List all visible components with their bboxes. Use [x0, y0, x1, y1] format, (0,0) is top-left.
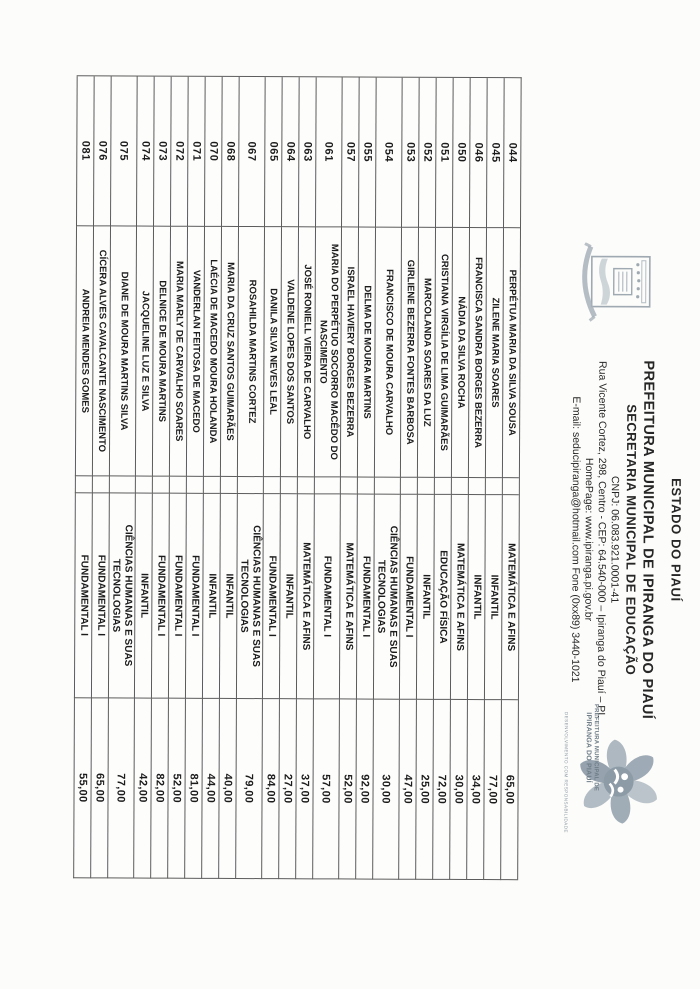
- empty-cell: [297, 477, 314, 494]
- letterhead-email-phone: E-mail: seducipiranga@hotmail.com Fone (0xx89) 3440-1021: [569, 396, 583, 683]
- score: 84,00: [261, 699, 279, 879]
- row-number: 065: [264, 77, 282, 227]
- category: INFANTIL: [202, 494, 220, 699]
- row-number: 057: [341, 77, 359, 227]
- row-number: 072: [170, 77, 188, 227]
- letterhead-prefeitura: PREFEITURA MUNICIPAL DE IPIRANGA DO PIAUÍ: [638, 360, 657, 720]
- empty-cell: [203, 477, 220, 494]
- row-number: 076: [93, 76, 111, 226]
- empty-cell: [280, 477, 297, 494]
- row-number: 052: [418, 78, 436, 228]
- category: MATEMÁTICA E AFINS: [296, 494, 314, 699]
- category: MATEMÁTICA E AFINS: [339, 494, 357, 699]
- table-row: [432, 78, 452, 880]
- table-row: [201, 77, 221, 879]
- category: EDUCAÇÃO FÍSICA: [433, 495, 451, 700]
- empty-cell: [152, 477, 169, 494]
- table-row: [415, 78, 435, 880]
- candidate-name: DANILA SILVA NEVES LEAL: [263, 227, 281, 477]
- candidate-name: CRISTIANA VIRGÍLIA DE LIMA GUIMARÃES: [434, 228, 452, 478]
- empty-cell: [92, 476, 109, 493]
- candidate-name: DIANE DE MOURA MARTINS SILVA: [109, 226, 136, 476]
- candidate-name: CÍCERA ALVES CAVALCANTE NASCIMENTO: [92, 226, 110, 476]
- category: INFANTIL: [219, 494, 237, 699]
- candidate-name: ANDREIA MENDES GOMES: [75, 226, 93, 476]
- row-number: 061: [315, 77, 342, 227]
- empty-cell: [357, 478, 374, 495]
- empty-cell: [502, 478, 519, 495]
- empty-cell: [340, 477, 357, 494]
- category: FUNDAMENTAL I: [399, 495, 417, 700]
- empty-cell: [263, 477, 280, 494]
- empty-cell: [417, 478, 434, 495]
- table-row: [500, 78, 520, 880]
- results-table: [73, 75, 521, 880]
- candidate-name: MARIA MARLY DE CARVALHO SOARES: [169, 227, 187, 477]
- table-row: [449, 78, 469, 880]
- score: 30,00: [372, 700, 399, 880]
- row-number: 068: [221, 77, 239, 227]
- table-row: [483, 78, 503, 880]
- candidate-name: MARIA DA CRUZ SANTOS GUIMARÃES: [220, 227, 238, 477]
- category: INFANTIL: [416, 495, 434, 700]
- empty-cell: [75, 476, 92, 493]
- row-number: 051: [435, 78, 453, 228]
- row-number: 074: [136, 77, 154, 227]
- letterhead-cnpj: CNPJ: 06.083.921.0001-41: [608, 475, 621, 604]
- letterhead-state: ESTADO DO PIAUÍ: [668, 478, 684, 602]
- score: 72,00: [432, 700, 450, 880]
- candidate-name: PERPÉTUA MARIA DA SILVA SOUSA: [502, 228, 520, 478]
- table-row: [133, 77, 153, 879]
- table-row: [73, 76, 93, 878]
- row-number: 063: [298, 77, 316, 227]
- score: 77,00: [107, 698, 134, 878]
- candidate-name: MARIA DO PERPÉTUO SOCORRO MACÊDO DO NASCIMENTO: [314, 227, 341, 477]
- category: CIÊNCIAS HUMANAS E SUAS TECNOLOGIAS: [236, 494, 263, 699]
- table-row: [466, 78, 486, 880]
- letterhead-address: Rua Vicente Cortez, 298, Centro - CEP: 64.540-000 – Ipiranga do Piauí – PI.: [594, 361, 609, 719]
- letterhead-homepage: HomePage: www.ipiranga.pi.gov.br: [582, 457, 596, 622]
- category: FUNDAMENTAL I: [185, 494, 203, 699]
- row-number: 045: [486, 78, 504, 228]
- category: CIÊNCIAS HUMANAS E SUAS TECNOLOGIAS: [373, 495, 400, 700]
- row-number: 070: [204, 77, 222, 227]
- row-number: 044: [503, 78, 521, 228]
- category: FUNDAMENTAL I: [151, 494, 169, 699]
- score: 27,00: [278, 699, 296, 879]
- row-number: 050: [452, 78, 470, 228]
- table-row: [150, 77, 170, 879]
- score: 44,00: [201, 699, 219, 879]
- candidate-name: FRANCISCO DE MOURA CARVALHO: [374, 228, 401, 478]
- candidate-name: GIRLIENE BEZERRA FONTES BARBOSA: [400, 228, 418, 478]
- empty-cell: [314, 477, 340, 494]
- table-row: [338, 77, 358, 879]
- candidate-name: JOSÉ RONIELL VIEIRA DE CARVALHO: [297, 227, 315, 477]
- empty-cell: [109, 476, 135, 493]
- candidate-name: ISRAEL HAVIERY BORGES BEZERRA: [340, 227, 358, 477]
- pinwheel-caption: [584, 702, 599, 794]
- score: 47,00: [398, 700, 416, 880]
- category: MATEMÁTICA E AFINS: [501, 495, 519, 700]
- candidate-name: DELNICE DE MOURA MARTINS: [152, 227, 170, 477]
- empty-cell: [434, 478, 451, 495]
- category: FUNDAMENTAL I: [262, 494, 280, 699]
- pinwheel-caption-line2: IPIRANGA DO PIAUÍ: [584, 712, 593, 783]
- empty-cell: [220, 477, 237, 494]
- category: FUNDAMENTAL I: [168, 494, 186, 699]
- table-row: [184, 77, 204, 879]
- score: 57,00: [312, 699, 339, 879]
- score: 65,00: [500, 700, 518, 880]
- empty-cell: [169, 477, 186, 494]
- score: 65,00: [90, 698, 108, 878]
- empty-cell: [135, 477, 152, 494]
- table-row: [295, 77, 315, 879]
- category: INFANTIL: [467, 495, 485, 700]
- category: INFANTIL: [134, 494, 152, 699]
- table-row: [312, 77, 341, 879]
- row-number: 054: [375, 78, 402, 228]
- score: 37,00: [295, 699, 313, 879]
- municipal-pinwheel-logo: [558, 699, 671, 844]
- empty-cell: [374, 478, 400, 495]
- pinwheel-caption-line1: PREFEITURA MUNICIPAL DE: [592, 703, 599, 792]
- score: 81,00: [184, 699, 202, 879]
- table-row: [398, 78, 418, 880]
- candidate-name: FRANCISCA SANDRA BORGES BEZERRA: [468, 228, 486, 478]
- empty-cell: [237, 477, 263, 494]
- table-row: [218, 77, 238, 879]
- score: 30,00: [449, 700, 467, 880]
- candidate-name: MARCOLANDA SOARES DA LUZ: [417, 228, 435, 478]
- table-row: [235, 77, 264, 879]
- score: 40,00: [218, 699, 236, 879]
- category: FUNDAMENTAL I: [91, 493, 109, 698]
- candidate-name: NÁDIA DA SILVA ROCHA: [451, 228, 469, 478]
- candidate-name: VALDENE LOPES DOS SANTOS: [280, 227, 298, 477]
- table-row: [278, 77, 298, 879]
- category: FUNDAMENTAL I: [356, 495, 374, 700]
- category: FUNDAMENTAL I: [313, 494, 340, 699]
- row-number: 064: [281, 77, 299, 227]
- score: 55,00: [73, 698, 91, 878]
- table-row: [372, 78, 401, 880]
- score: 82,00: [150, 699, 168, 879]
- letterhead-secretaria: SECRETARIA MUNICIPAL DE EDUCAÇÃO: [623, 404, 640, 676]
- row-number: 073: [153, 77, 171, 227]
- category: INFANTIL: [484, 495, 502, 700]
- candidate-name: LAÉCIA DE MACEDO MOURA HOLANDA: [203, 227, 221, 477]
- category: FUNDAMENTAL I: [74, 493, 92, 698]
- score: 52,00: [167, 699, 185, 879]
- candidate-name: JACQUELINE LUZ E SILVA: [135, 227, 153, 477]
- candidate-name: ROSAHILDA MARTINS CORTEZ: [237, 227, 264, 477]
- category: MATEMÁTICA E AFINS: [450, 495, 468, 700]
- empty-cell: [400, 478, 417, 495]
- category: CIÊNCIAS HUMANAS E SUAS TECNOLOGIAS: [108, 493, 135, 698]
- candidate-name: ZILENE MARIA SOARES: [485, 228, 503, 478]
- row-number: 067: [238, 77, 265, 227]
- row-number: 055: [358, 78, 376, 228]
- score: 77,00: [483, 700, 501, 880]
- table-row: [167, 77, 187, 879]
- empty-cell: [468, 478, 485, 495]
- empty-cell: [186, 477, 203, 494]
- candidate-name: DELMA DE MOURA MARTINS: [357, 228, 375, 478]
- row-number: 046: [469, 78, 487, 228]
- row-number: 053: [401, 78, 419, 228]
- score: 25,00: [415, 700, 433, 880]
- pinwheel-slogan: DESENVOLVIMENTO COM RESPONSABILIDADE: [563, 711, 569, 833]
- candidate-name: VANDERLAN FEITOSA DE MACEDO: [186, 227, 204, 477]
- table-row: [261, 77, 281, 879]
- score: 92,00: [355, 700, 373, 880]
- empty-cell: [485, 478, 502, 495]
- pinwheel-icon: [558, 699, 671, 844]
- score: 52,00: [338, 699, 356, 879]
- row-number: 071: [187, 77, 205, 227]
- row-number: 081: [76, 76, 94, 226]
- empty-cell: [451, 478, 468, 495]
- table-row: [355, 78, 375, 880]
- table-row: [90, 76, 110, 878]
- score: 34,00: [466, 700, 484, 880]
- score: 42,00: [133, 699, 151, 879]
- category: INFANTIL: [279, 494, 297, 699]
- score: 79,00: [235, 699, 262, 879]
- row-number: 075: [110, 76, 137, 226]
- table-row: [107, 76, 136, 878]
